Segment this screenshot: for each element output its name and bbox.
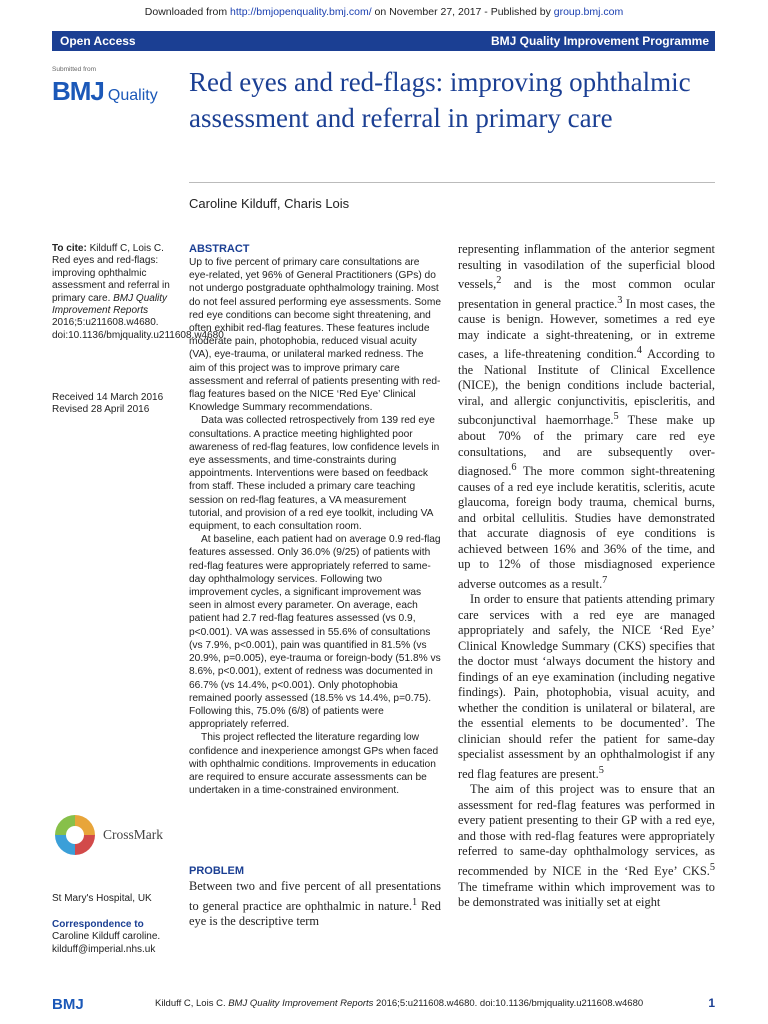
ref-marker[interactable]: 5: [709, 861, 715, 873]
ref-marker[interactable]: 1: [412, 896, 418, 908]
body-paragraph: In order to ensure that patients attending primary care services with a red eye are managed appropriately and safely, the NICE ‘Red Eye’ Clinical Knowledge Summary (CKS) specifies that the doctor must ‘always document the history and findings of an eye examination (including negative findings). Pain, photophobia, visual acuity, and whether the condition is unilateral or bilateral, are the essential elements to be documented’. The clinician should refer the patient for same-day specialist assessment by an ophthalmologist if any red flag features are present.$^5$: [458, 592, 715, 781]
abstract-paragraph: Data was collected retrospectively from 139 red eye consultations. A practice meeting highlighted poor awareness of red-flag features, low confidence levels in eye assessments, and time-constraints during appointments. Interventions were based on feedback from staff. These included a primary care teaching session on red-flag features, a VA measurement tutorial, and provision of a red eye toolkit, including VA equipment, to each consultation room.: [189, 415, 440, 533]
footer-bmj-logo: BMJ: [52, 996, 84, 1013]
ref-marker[interactable]: 4: [636, 345, 642, 357]
ref-marker[interactable]: 6: [511, 462, 517, 473]
revised-date: Revised 28 April 2016: [52, 404, 150, 416]
ref-marker[interactable]: 2: [496, 275, 502, 286]
abstract-heading: ABSTRACT: [189, 243, 250, 255]
cite-block: To cite: Kilduff C, Lois C. Red eyes and red-flags: improving ophthalmic assessment and referral in primary care. BMJ Quality Improvement Reports 2016;5:u211608.w4680. doi:10.1136/bmjquality.u211608.w4680: [52, 243, 224, 341]
ref-marker[interactable]: 7: [602, 574, 608, 586]
open-access-label: Open Access: [60, 34, 136, 48]
correspondence-email[interactable]: kilduff@imperial.nhs.uk: [52, 943, 156, 955]
crossmark-label: CrossMark: [103, 827, 163, 842]
affiliation: St Mary's Hospital, UK: [52, 893, 152, 904]
correspondence-block: [52, 919, 182, 956]
authors: Caroline Kilduff, Charis Lois: [189, 196, 350, 211]
ref-marker[interactable]: 3: [617, 294, 623, 306]
crossmark-icon: [55, 815, 95, 855]
correspondence-name: Caroline Kilduff caroline.: [52, 931, 161, 943]
quality-logo-text: Quality: [107, 87, 158, 104]
crossmark-badge[interactable]: [55, 815, 163, 855]
body-paragraph: The aim of this project was to ensure that an assessment for red-flag features was performed in every patient presenting to their GP with a red eye, and those with red-flag features were appropriately referred to same-day ophthalmology services, as recommended by NICE in the ‘Red Eye’ CKS.$^5$ The timeframe within which improvement was to be demonstrated was initially set at eight: [458, 782, 715, 909]
ref-marker[interactable]: 5: [613, 411, 619, 423]
abstract-paragraph: Up to five percent of primary care consultations are eye-related, yet 96% of General Practitioners (GPs) do not undergo postgraduate ophthalmology training. Most do not feel assured performing eye assessments. Some red eye conditions can become sight threatening, and often exhibit red-flag features. These features include moderate pain, photophobia, reduced visual acuity (VA), eye-trauma, or unilateral marked redness. The aim of this project was to improve primary care assessment and referral of patients presenting with red-flag features based on the NICE ‘Red Eye’ Clinical Knowledge Summary recommendations.: [189, 257, 441, 414]
title-divider: [189, 182, 715, 183]
article-title: Red eyes and red-flags: improving ophthalmic assessment and referral in primary care: [189, 67, 691, 133]
abstract-body: [189, 256, 441, 797]
correspondence-heading: Correspondence to: [52, 919, 144, 930]
download-line: Downloaded from http://bmjopenquality.bmj.com/ on November 27, 2017 - Published by group.bmj.com: [144, 6, 624, 18]
abstract-paragraph: This project reflected the literature regarding low confidence and inexperience amongst GPs when faced with ophthalmic conditions. Improvements in education are required to ensure accurate assessments can be undertaken in a time-constrained environment.: [189, 732, 439, 797]
problem-body: Between two and five percent of all presentations to general practice are ophthalmic in nature.$^1$ Red eye is the descriptive term: [189, 879, 442, 929]
problem-heading: PROBLEM: [189, 865, 244, 877]
abstract-paragraph: At baseline, each patient had on average 0.9 red-flag features assessed. Only 36.0% (9/25) of patients with red-flag features were appropriately referred to same-day ophthalmology services. Following two improvement cycles, a significant improvement was seen in almost every parameter. On average, each patient had 2.7 red-flag features assessed (vs 0.9, p<0.001). VA was assessed in 55.6% of consultations (vs 7.9%, p<0.001), pain was quantified in 81.5% (vs 20.9%, p=0.005), eye-trauma or foreign-body (51.8% vs 8.6%, p<0.001), extent of redness was documented in 66.7% (vs 14.4%, p<0.001). Only photophobia remained poorly assessed (18.5% vs 14.4%, p=0.75). Following this, 75.0% (6/8) of patients were appropriately referred.: [189, 534, 441, 731]
bmj-logo-text: BMJ: [52, 76, 104, 106]
bmjopenquality-link[interactable]: http://bmjopenquality.bmj.com/: [230, 6, 372, 18]
received-date: Received 14 March 2016: [52, 392, 164, 403]
group-bmj-link[interactable]: group.bmj.com: [553, 6, 624, 18]
body-paragraph: representing inflammation of the anterior segment resulting in vasodilation of the superficial blood vessels,$^2$ and is the most common ocular presentation in general practice.$^3$ In most cases, the cause is benign. However, sometimes a red eye may indicate a sight-threatening, or in extreme cases, a life-threatening condition.$^4$ According to the National Institute of Clinical Excellence (NICE), the benign conditions include bacterial, viral, and allergic conjunctivitis, episcleritis, and subconjunctival haemorrhage.$^5$ These make up about 70% of the primary care red eye consultations, and are subsequently over-diagnosed.$^6$ The more common sight-threatening causes of a red eye include keratitis, scleritis, acute glaucoma, foreign body trauma, chemical burns, and orbital cellulitis. Studies have demonstrated that accurate diagnosis of eye conditions is achieved between 16% and 36% of the time, and up to 12% of those misdiagnosed experience adverse outcomes as a result.$^7$: [458, 242, 716, 591]
footer-citation: Kilduff C, Lois C. BMJ Quality Improvement Reports 2016;5:u211608.w4680. doi:10.1136/bmjquality.u211608.w4680: [155, 998, 644, 1009]
submitted-from: Submitted from: [52, 66, 97, 73]
ref-marker[interactable]: 5: [598, 764, 604, 776]
body-column-right: [458, 242, 715, 911]
page-number: 1: [708, 996, 715, 1010]
bmj-quality-logo: [52, 76, 158, 107]
dates-block: [52, 392, 182, 417]
programme-label: BMJ Quality Improvement Programme: [490, 34, 709, 48]
header-bar: [52, 31, 715, 51]
